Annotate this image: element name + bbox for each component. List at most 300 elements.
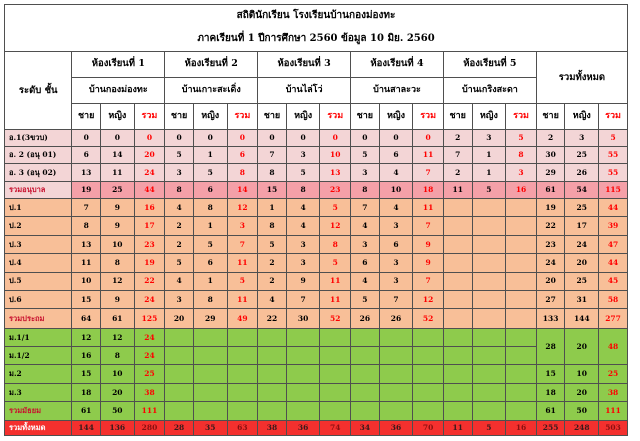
female-col-header: หญิง xyxy=(100,104,134,130)
row-label: อ. 3 (อนุ 02) xyxy=(5,164,72,181)
classroom-1-female-count: 8 xyxy=(100,254,134,272)
row-label: รวมทั้งหมด xyxy=(5,420,72,435)
classroom-4-male-count: 5 xyxy=(351,146,380,163)
classroom-4-sum-count xyxy=(413,402,444,420)
classroom-1-sum-count: 19 xyxy=(134,254,165,272)
classroom-2-sum-count: 12 xyxy=(227,199,258,217)
classroom-5-sum-count xyxy=(506,365,537,383)
total-sum: 277 xyxy=(599,309,628,328)
total-male: 29 xyxy=(536,164,565,181)
classroom-3-sum-count xyxy=(320,402,351,420)
classroom-2-sum-count: 14 xyxy=(227,181,258,198)
classroom-4-sum-count xyxy=(413,347,444,365)
classroom-4-male-count: 6 xyxy=(351,254,380,272)
total-female: 3 xyxy=(565,129,599,146)
total-sum: 47 xyxy=(599,235,628,253)
classroom-2-male-count xyxy=(165,402,194,420)
classroom-3-male-count xyxy=(258,383,287,401)
total-male: 27 xyxy=(536,290,565,308)
table-row xyxy=(5,146,628,163)
row-label: ป.5 xyxy=(5,272,72,290)
total-female: 20 xyxy=(565,254,599,272)
classroom-3-sum-count xyxy=(320,347,351,365)
classroom-3-sum-count: 5 xyxy=(320,199,351,217)
classroom-2-male-count: 2 xyxy=(165,217,194,235)
classroom-2-female-count: 8 xyxy=(193,199,227,217)
classroom-1-male-count: 13 xyxy=(72,164,101,181)
total-female: 17 xyxy=(565,217,599,235)
classroom-2-sum-count: 5 xyxy=(227,272,258,290)
classroom-3-sum-count xyxy=(320,328,351,346)
classroom-3-female-count: 9 xyxy=(286,272,320,290)
classroom-3-male-count: 38 xyxy=(258,420,287,435)
classroom-3-female-count: 0 xyxy=(286,129,320,146)
classroom-3-sum-count: 13 xyxy=(320,164,351,181)
table-row xyxy=(5,217,628,235)
classroom-5-female-count xyxy=(472,402,506,420)
classroom-5-male-count: 11 xyxy=(443,420,472,435)
male-col-header: ชาย xyxy=(258,104,287,130)
classroom-3-male-count: 1 xyxy=(258,199,287,217)
sum-col-header: รวม xyxy=(599,104,628,130)
classroom-5-sum-count: 16 xyxy=(506,181,537,198)
classroom-2-sum-count xyxy=(227,365,258,383)
classroom-4-male-count: 4 xyxy=(351,217,380,235)
total-male: 61 xyxy=(536,402,565,420)
table-row xyxy=(5,290,628,308)
classroom-3-female-count: 3 xyxy=(286,254,320,272)
classroom-4-male-count xyxy=(351,328,380,346)
classroom-3-female-count: 8 xyxy=(286,181,320,198)
total-female: 25 xyxy=(565,272,599,290)
classroom-2-female-count: 29 xyxy=(193,309,227,328)
classroom-2-sum-count: 3 xyxy=(227,217,258,235)
classroom-2-male-count: 4 xyxy=(165,272,194,290)
total-sum: 5 xyxy=(599,129,628,146)
classroom-2-female-count xyxy=(193,383,227,401)
classroom-2-male-count: 28 xyxy=(165,420,194,435)
classroom-4-female-count: 26 xyxy=(379,309,413,328)
total-sum: 115 xyxy=(599,181,628,198)
classroom-5-male-count xyxy=(443,272,472,290)
classroom-4-sum-count: 0 xyxy=(413,129,444,146)
total-male: 19 xyxy=(536,199,565,217)
classroom-1-male-count: 12 xyxy=(72,328,101,346)
total-sum: 58 xyxy=(599,290,628,308)
classroom-3-male-count: 8 xyxy=(258,217,287,235)
classroom-1-sum-count: 44 xyxy=(134,181,165,198)
total-male: 28 xyxy=(536,328,565,365)
student-statistics-table xyxy=(4,4,628,436)
classroom-4-male-count xyxy=(351,347,380,365)
classroom-3-sum-count: 52 xyxy=(320,309,351,328)
total-male: 2 xyxy=(536,129,565,146)
classroom-3-male-count: 7 xyxy=(258,146,287,163)
classroom-3-sum-count xyxy=(320,365,351,383)
classroom-3-female-count: 30 xyxy=(286,309,320,328)
row-label: อ. 2 (อนุ 01) xyxy=(5,146,72,163)
classroom-1-sum-count: 23 xyxy=(134,235,165,253)
classroom-4-sum-count: 11 xyxy=(413,199,444,217)
classroom-5-sum-count xyxy=(506,254,537,272)
total-sum: 503 xyxy=(599,420,628,435)
classroom-2-header: ห้องเรียนที่ 2 xyxy=(165,51,258,77)
classroom-1-sum-count: 125 xyxy=(134,309,165,328)
table-row xyxy=(5,420,628,435)
classroom-4-header: ห้องเรียนที่ 4 xyxy=(351,51,444,77)
total-female: 20 xyxy=(565,383,599,401)
sum-col-header: รวม xyxy=(506,104,537,130)
classroom-5-sum-count xyxy=(506,272,537,290)
total-sum: 44 xyxy=(599,254,628,272)
classroom-1-male-count: 15 xyxy=(72,365,101,383)
classroom-3-village: บ้านไล่โว่ xyxy=(258,77,351,104)
classroom-5-male-count xyxy=(443,217,472,235)
table-row xyxy=(5,199,628,217)
classroom-1-female-count: 61 xyxy=(100,309,134,328)
table-row xyxy=(5,309,628,328)
table-row xyxy=(5,272,628,290)
classroom-1-sum-count: 22 xyxy=(134,272,165,290)
total-female: 31 xyxy=(565,290,599,308)
classroom-2-female-count: 1 xyxy=(193,272,227,290)
classroom-4-sum-count: 9 xyxy=(413,235,444,253)
table-row xyxy=(5,383,628,401)
classroom-3-male-count xyxy=(258,328,287,346)
classroom-4-female-count: 7 xyxy=(379,290,413,308)
classroom-3-female-count xyxy=(286,365,320,383)
classroom-5-sum-count: 3 xyxy=(506,164,537,181)
classroom-4-sum-count: 9 xyxy=(413,254,444,272)
total-female: 25 xyxy=(565,146,599,163)
classroom-2-male-count: 3 xyxy=(165,290,194,308)
classroom-1-female-count: 9 xyxy=(100,199,134,217)
classroom-2-sum-count: 6 xyxy=(227,146,258,163)
classroom-1-male-count: 13 xyxy=(72,235,101,253)
total-sum: 39 xyxy=(599,217,628,235)
classroom-3-female-count xyxy=(286,347,320,365)
classroom-4-sum-count: 70 xyxy=(413,420,444,435)
classroom-2-female-count: 6 xyxy=(193,254,227,272)
classroom-3-male-count xyxy=(258,365,287,383)
classroom-1-sum-count: 16 xyxy=(134,199,165,217)
classroom-2-female-count: 1 xyxy=(193,146,227,163)
sum-col-header: รวม xyxy=(227,104,258,130)
classroom-3-female-count xyxy=(286,328,320,346)
classroom-3-sum-count xyxy=(320,383,351,401)
row-label: รวมประถม xyxy=(5,309,72,328)
classroom-2-male-count: 3 xyxy=(165,164,194,181)
classroom-4-sum-count: 11 xyxy=(413,146,444,163)
classroom-5-male-count xyxy=(443,199,472,217)
row-label: ป.1 xyxy=(5,199,72,217)
total-male: 20 xyxy=(536,272,565,290)
female-col-header: หญิง xyxy=(565,104,599,130)
total-male: 24 xyxy=(536,254,565,272)
sum-col-header: รวม xyxy=(320,104,351,130)
male-col-header: ชาย xyxy=(165,104,194,130)
page-subtitle: ภาคเรียนที่ 1 ปีการศึกษา 2560 ข้อมูล 10 มิย. 2560 xyxy=(5,27,628,51)
classroom-4-male-count: 0 xyxy=(351,129,380,146)
classroom-4-sum-count: 18 xyxy=(413,181,444,198)
classroom-4-sum-count xyxy=(413,365,444,383)
classroom-4-male-count xyxy=(351,365,380,383)
classroom-3-sum-count: 0 xyxy=(320,129,351,146)
classroom-5-female-count xyxy=(472,383,506,401)
classroom-2-male-count: 0 xyxy=(165,129,194,146)
total-female: 10 xyxy=(565,365,599,383)
classroom-1-male-count: 0 xyxy=(72,129,101,146)
total-sum: 44 xyxy=(599,199,628,217)
total-male: 30 xyxy=(536,146,565,163)
classroom-1-sum-count: 24 xyxy=(134,164,165,181)
table-row xyxy=(5,164,628,181)
classroom-4-female-count: 36 xyxy=(379,420,413,435)
table-row xyxy=(5,328,628,346)
classroom-5-female-count xyxy=(472,235,506,253)
classroom-3-sum-count: 11 xyxy=(320,272,351,290)
classroom-5-female-count: 1 xyxy=(472,146,506,163)
row-label: ม.2 xyxy=(5,365,72,383)
classroom-3-male-count: 2 xyxy=(258,272,287,290)
total-female: 26 xyxy=(565,164,599,181)
classroom-1-female-count: 12 xyxy=(100,272,134,290)
classroom-1-male-count: 16 xyxy=(72,347,101,365)
classroom-5-sum-count xyxy=(506,402,537,420)
classroom-1-male-count: 61 xyxy=(72,402,101,420)
row-label: ม.1/2 xyxy=(5,347,72,365)
classroom-4-female-count xyxy=(379,365,413,383)
classroom-2-sum-count: 8 xyxy=(227,164,258,181)
total-male: 18 xyxy=(536,383,565,401)
total-male: 23 xyxy=(536,235,565,253)
classroom-2-female-count: 1 xyxy=(193,217,227,235)
classroom-5-male-count: 11 xyxy=(443,181,472,198)
classroom-1-male-count: 10 xyxy=(72,272,101,290)
table-row xyxy=(5,181,628,198)
classroom-1-male-count: 19 xyxy=(72,181,101,198)
classroom-4-female-count xyxy=(379,402,413,420)
total-sum: 55 xyxy=(599,164,628,181)
total-male: 255 xyxy=(536,420,565,435)
classroom-1-male-count: 144 xyxy=(72,420,101,435)
classroom-5-header: ห้องเรียนที่ 5 xyxy=(443,51,536,77)
classroom-5-male-count: 2 xyxy=(443,129,472,146)
classroom-2-female-count xyxy=(193,402,227,420)
total-sum: 48 xyxy=(599,328,628,365)
table-row xyxy=(5,235,628,253)
classroom-2-sum-count xyxy=(227,402,258,420)
total-female: 54 xyxy=(565,181,599,198)
table-row xyxy=(5,254,628,272)
classroom-5-male-count xyxy=(443,254,472,272)
classroom-5-sum-count: 16 xyxy=(506,420,537,435)
classroom-1-sum-count: 24 xyxy=(134,328,165,346)
classroom-1-female-count: 11 xyxy=(100,164,134,181)
classroom-3-female-count: 5 xyxy=(286,164,320,181)
classroom-1-female-count: 136 xyxy=(100,420,134,435)
classroom-1-male-count: 18 xyxy=(72,383,101,401)
row-label: ป.2 xyxy=(5,217,72,235)
classroom-5-female-count xyxy=(472,347,506,365)
classroom-3-male-count: 15 xyxy=(258,181,287,198)
classroom-4-village: บ้านสาละวะ xyxy=(351,77,444,104)
classroom-1-female-count: 50 xyxy=(100,402,134,420)
sum-col-header: รวม xyxy=(413,104,444,130)
classroom-3-male-count: 4 xyxy=(258,290,287,308)
classroom-2-male-count: 2 xyxy=(165,235,194,253)
classroom-1-female-count: 25 xyxy=(100,181,134,198)
row-label: ป.3 xyxy=(5,235,72,253)
row-label: ม.3 xyxy=(5,383,72,401)
classroom-2-male-count xyxy=(165,347,194,365)
classroom-4-female-count: 4 xyxy=(379,199,413,217)
classroom-3-female-count: 36 xyxy=(286,420,320,435)
classroom-4-male-count: 4 xyxy=(351,272,380,290)
classroom-5-male-count xyxy=(443,309,472,328)
classroom-5-male-count: 7 xyxy=(443,146,472,163)
classroom-2-male-count: 20 xyxy=(165,309,194,328)
classroom-3-sum-count: 5 xyxy=(320,254,351,272)
classroom-4-male-count: 7 xyxy=(351,199,380,217)
classroom-1-village: บ้านกองม่องทะ xyxy=(72,77,165,104)
table-row xyxy=(5,365,628,383)
classroom-5-female-count xyxy=(472,254,506,272)
classroom-1-female-count: 12 xyxy=(100,328,134,346)
classroom-5-male-count: 2 xyxy=(443,164,472,181)
total-female: 24 xyxy=(565,235,599,253)
classroom-4-female-count: 4 xyxy=(379,164,413,181)
classroom-1-sum-count: 280 xyxy=(134,420,165,435)
classroom-4-sum-count: 7 xyxy=(413,217,444,235)
classroom-2-female-count: 5 xyxy=(193,164,227,181)
classroom-3-male-count: 0 xyxy=(258,129,287,146)
classroom-2-sum-count: 7 xyxy=(227,235,258,253)
classroom-5-sum-count xyxy=(506,217,537,235)
classroom-3-male-count: 2 xyxy=(258,254,287,272)
classroom-5-female-count xyxy=(472,199,506,217)
classroom-1-female-count: 10 xyxy=(100,235,134,253)
classroom-2-female-count xyxy=(193,328,227,346)
classroom-5-male-count xyxy=(443,365,472,383)
classroom-1-male-count: 7 xyxy=(72,199,101,217)
classroom-3-female-count xyxy=(286,402,320,420)
classroom-5-female-count xyxy=(472,290,506,308)
classroom-2-male-count xyxy=(165,328,194,346)
classroom-2-male-count xyxy=(165,365,194,383)
classroom-4-female-count xyxy=(379,328,413,346)
classroom-5-female-count: 3 xyxy=(472,129,506,146)
classroom-2-sum-count: 0 xyxy=(227,129,258,146)
classroom-4-male-count: 8 xyxy=(351,181,380,198)
classroom-4-female-count xyxy=(379,347,413,365)
classroom-5-sum-count xyxy=(506,309,537,328)
classroom-3-female-count: 3 xyxy=(286,235,320,253)
classroom-3-male-count: 5 xyxy=(258,235,287,253)
classroom-4-male-count: 34 xyxy=(351,420,380,435)
classroom-5-sum-count xyxy=(506,328,537,346)
table-row xyxy=(5,402,628,420)
female-col-header: หญิง xyxy=(286,104,320,130)
classroom-5-sum-count: 5 xyxy=(506,129,537,146)
classroom-2-sum-count: 63 xyxy=(227,420,258,435)
total-female: 20 xyxy=(565,328,599,365)
total-sum: 38 xyxy=(599,383,628,401)
classroom-1-female-count: 9 xyxy=(100,290,134,308)
classroom-4-sum-count: 7 xyxy=(413,164,444,181)
classroom-5-female-count: 5 xyxy=(472,420,506,435)
row-label: รวมมัธยม xyxy=(5,402,72,420)
page-title: สถิตินักเรียน โรงเรียนบ้านกองม่องทะ xyxy=(5,5,628,28)
classroom-2-male-count: 5 xyxy=(165,146,194,163)
table-row xyxy=(5,347,628,365)
classroom-3-male-count xyxy=(258,347,287,365)
classroom-2-sum-count xyxy=(227,383,258,401)
classroom-5-female-count xyxy=(472,365,506,383)
classroom-5-male-count xyxy=(443,328,472,346)
classroom-1-sum-count: 24 xyxy=(134,290,165,308)
total-female: 25 xyxy=(565,199,599,217)
classroom-3-sum-count: 12 xyxy=(320,217,351,235)
classroom-2-sum-count: 11 xyxy=(227,290,258,308)
total-male: 61 xyxy=(536,181,565,198)
classroom-4-female-count: 3 xyxy=(379,272,413,290)
classroom-2-sum-count: 49 xyxy=(227,309,258,328)
classroom-5-male-count xyxy=(443,290,472,308)
classroom-2-sum-count xyxy=(227,328,258,346)
row-label: ป.6 xyxy=(5,290,72,308)
classroom-1-male-count: 64 xyxy=(72,309,101,328)
classroom-2-female-count: 0 xyxy=(193,129,227,146)
classroom-5-sum-count xyxy=(506,347,537,365)
classroom-3-female-count xyxy=(286,383,320,401)
female-col-header: หญิง xyxy=(193,104,227,130)
classroom-5-sum-count: 8 xyxy=(506,146,537,163)
classroom-1-female-count: 10 xyxy=(100,365,134,383)
row-label: รวมอนุบาล xyxy=(5,181,72,198)
classroom-2-male-count: 4 xyxy=(165,199,194,217)
classroom-1-sum-count: 111 xyxy=(134,402,165,420)
total-female: 50 xyxy=(565,402,599,420)
classroom-1-female-count: 20 xyxy=(100,383,134,401)
classroom-2-female-count: 5 xyxy=(193,235,227,253)
classroom-5-female-count xyxy=(472,217,506,235)
classroom-3-sum-count: 8 xyxy=(320,235,351,253)
classroom-3-female-count: 4 xyxy=(286,199,320,217)
total-male: 133 xyxy=(536,309,565,328)
classroom-3-sum-count: 74 xyxy=(320,420,351,435)
classroom-1-sum-count: 25 xyxy=(134,365,165,383)
classroom-3-male-count: 22 xyxy=(258,309,287,328)
classroom-5-female-count: 5 xyxy=(472,181,506,198)
classroom-1-header: ห้องเรียนที่ 1 xyxy=(72,51,165,77)
classroom-2-male-count: 5 xyxy=(165,254,194,272)
total-sum: 55 xyxy=(599,146,628,163)
grand-total-header: รวมทั้งหมด xyxy=(536,51,627,103)
total-female: 144 xyxy=(565,309,599,328)
classroom-1-sum-count: 20 xyxy=(134,146,165,163)
classroom-1-sum-count: 38 xyxy=(134,383,165,401)
classroom-4-sum-count xyxy=(413,328,444,346)
classroom-5-female-count xyxy=(472,272,506,290)
classroom-5-sum-count xyxy=(506,290,537,308)
classroom-1-male-count: 8 xyxy=(72,217,101,235)
classroom-3-male-count: 8 xyxy=(258,164,287,181)
classroom-2-male-count xyxy=(165,383,194,401)
classroom-4-male-count: 26 xyxy=(351,309,380,328)
classroom-4-male-count: 5 xyxy=(351,290,380,308)
classroom-4-male-count xyxy=(351,383,380,401)
